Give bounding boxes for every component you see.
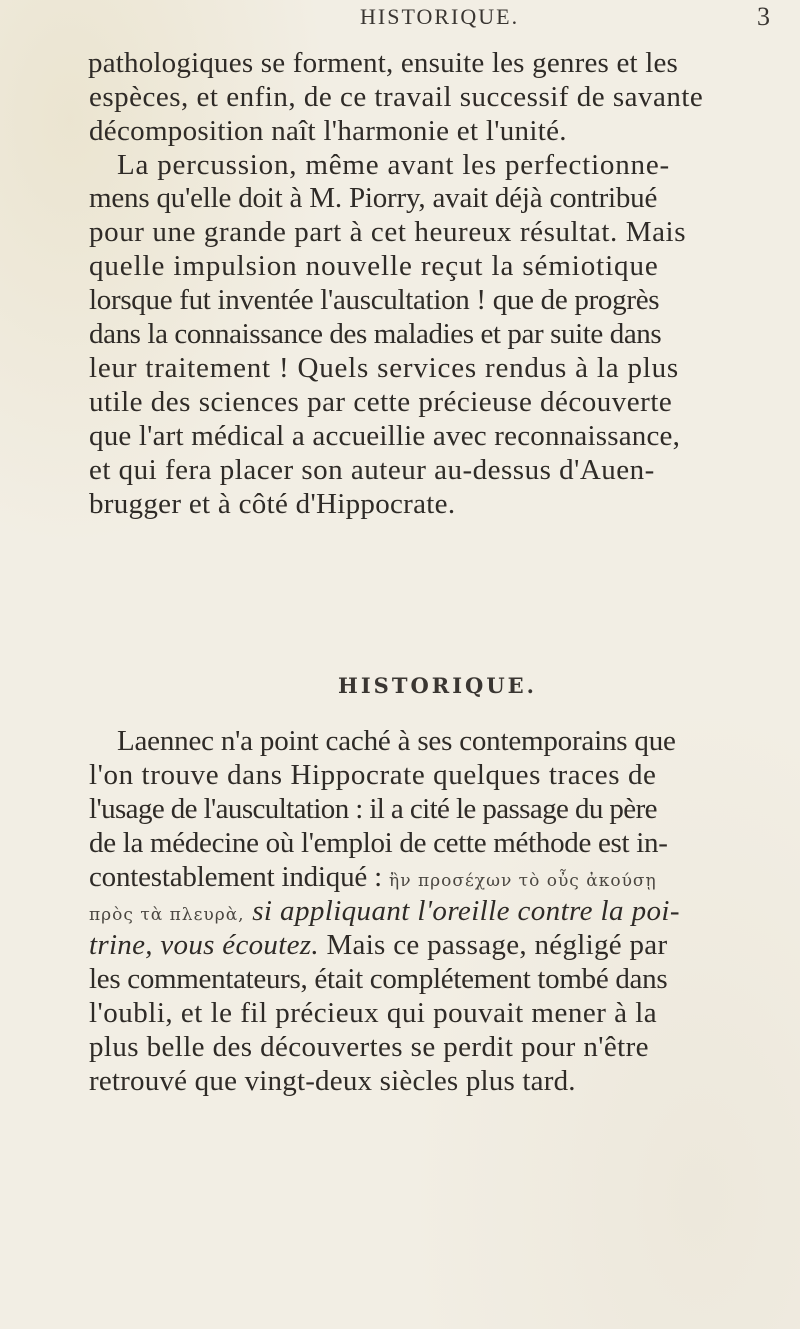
greek-quotation: πρὸς τὰ πλευρὰ,	[89, 905, 245, 925]
text-line: quelle impulsion nouvelle reçut la sémiotique	[89, 250, 659, 282]
running-head	[0, 0, 800, 40]
latin-translation: trine, vous écoutez.	[89, 929, 319, 961]
section-heading: HISTORIQUE.	[338, 673, 537, 698]
text-line: Laennec n'a point caché à ses contemporains que	[117, 725, 676, 757]
text-line: utile des sciences par cette précieuse découverte	[89, 386, 673, 418]
text-line-part: contestablement indiqué :	[89, 861, 382, 893]
text-line: les commentateurs, était complétement tombé dans	[89, 963, 668, 995]
text-line	[89, 860, 657, 898]
text-line	[89, 928, 667, 962]
text-line: l'usage de l'auscultation : il a cité le passage du père	[89, 793, 657, 825]
text-line: pathologiques se forment, ensuite les genres et les	[88, 47, 679, 79]
text-line: l'oubli, et le fil précieux qui pouvait mener à la	[89, 997, 658, 1029]
text-line: et qui fera placer son auteur au-dessus d'Auen-	[89, 454, 655, 486]
text-line: décomposition naît l'harmonie et l'unité.	[89, 115, 567, 147]
greek-quotation: ἢν προσέχων τὸ οὖς ἀκούσῃ	[389, 871, 657, 891]
text-line: espèces, et enfin, de ce travail successif de savante	[89, 81, 704, 113]
running-title: HISTORIQUE.	[360, 4, 520, 29]
text-line: La percussion, même avant les perfectionne-	[117, 149, 670, 181]
text-line: leur traitement ! Quels services rendus à la plus	[89, 352, 680, 384]
text-line: dans la connaissance des maladies et par suite dans	[89, 318, 662, 350]
text-line: lorsque fut inventée l'auscultation ! que de progrès	[89, 284, 660, 316]
text-line: de la médecine où l'emploi de cette méthode est in-	[89, 827, 668, 859]
text-line-part: Mais ce passage, négligé par	[318, 929, 668, 961]
text-line: plus belle des découvertes se perdit pour n'être	[89, 1031, 649, 1063]
text-line: retrouvé que vingt-deux siècles plus tard.	[89, 1065, 576, 1097]
text-line	[89, 894, 680, 932]
latin-translation: si appliquant l'oreille contre la poi-	[252, 895, 680, 927]
text-line: pour une grande part à cet heureux résultat. Mais	[89, 216, 687, 248]
text-line: brugger et à côté d'Hippocrate.	[89, 488, 456, 520]
text-line: l'on trouve dans Hippocrate quelques traces de	[89, 759, 657, 791]
text-line: que l'art médical a accueillie avec reconnaissance,	[89, 420, 681, 452]
text-line: mens qu'elle doit à M. Piorry, avait déjà contribué	[89, 182, 658, 214]
page-number: 3	[757, 2, 770, 31]
